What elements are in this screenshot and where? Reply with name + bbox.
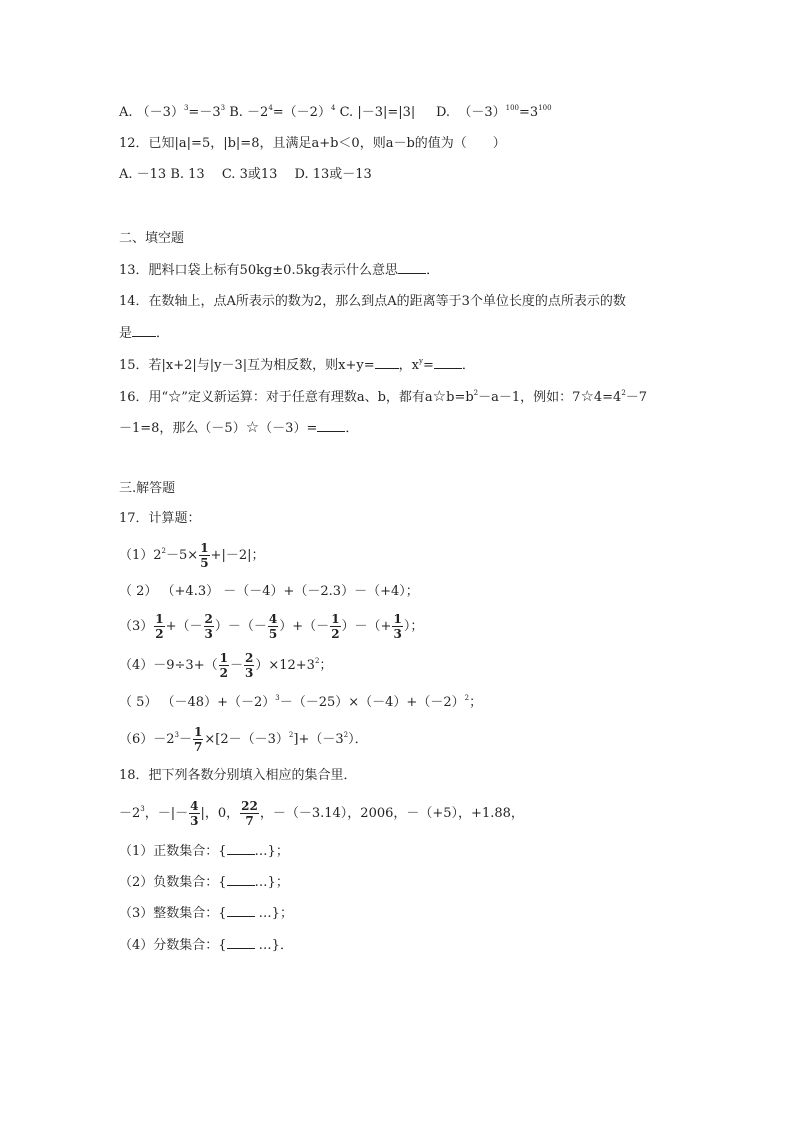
q16-answer-blank[interactable] — [317, 418, 345, 432]
fraction: $\frac{1}{2}$ — [331, 612, 340, 641]
q11-option-b: B. $-2^4=(-2)^4$ — [229, 104, 336, 120]
negative-set-blank[interactable] — [227, 872, 255, 886]
q11-option-c: C. |－3|=|3| — [339, 105, 416, 120]
q17-title: 17．计算题： — [119, 511, 201, 526]
fraction: $\frac{1}{7}$ — [194, 725, 203, 754]
q17-expression-1: $(1)2^2-5\times$ $\frac{1}{5}$ +|－2|； — [119, 541, 265, 570]
q14-answer-blank[interactable] — [132, 323, 156, 337]
star-icon: ☆ — [432, 387, 447, 405]
q14-line2: 是 ． — [119, 323, 169, 344]
q16-line2: －1=8，那么（－5）☆（－3）= ． — [119, 418, 359, 436]
q11-options — [119, 103, 552, 123]
fraction: $\frac{1}{2}$ — [155, 612, 164, 641]
star-icon: ☆ — [245, 418, 260, 436]
fraction: $\frac{4}{5}$ — [268, 612, 278, 641]
positive-set-blank[interactable] — [227, 841, 255, 855]
q17-expression-5: （ 5） $(-48)+(-2)^3-(-25)\times(-4)+(-2)^2$； — [119, 694, 483, 710]
fraction: $\frac{4}{3}$ — [190, 799, 199, 828]
q17-expression-2: （ 2） （+4.3） －（－4）+（－2.3）－（+4）； — [119, 584, 419, 599]
fraction: $\frac{1}{5}$ — [200, 541, 209, 570]
q18-numbers: $-2^3$，－|－ $\frac{4}{3}$ |，0， $\frac{22}{7}$ ，－（－3.14），2006，－（+5），+1.88， — [119, 799, 524, 828]
q17-expression-6: $(6)-2^3-$ $\frac{1}{7}$ $\times[2-(-3)^2]+(-3^2)$． — [119, 725, 368, 754]
section-solve-title: 三.解答题 — [119, 481, 176, 496]
q13-answer-blank[interactable] — [398, 260, 426, 274]
q13: 13．肥料口袋上标有50kg±0.5kg表示什么意思 ． — [119, 260, 439, 281]
q12-options: A. －13 B. 13 C. 3或13 D. 13或－13 — [119, 167, 372, 182]
q18-positive-set: （1）正数集合：{ …}； — [119, 841, 289, 862]
q14-line1: 14．在数轴上，点A所表示的数为2，那么到点A的距离等于3个单位长度的点所表示的数 — [119, 294, 626, 309]
q18-title: 18．把下列各数分别填入相应的集合里． — [119, 768, 357, 783]
q18-negative-set: （2）负数集合：{ …}； — [119, 872, 289, 893]
q15-power-blank[interactable] — [434, 355, 462, 369]
q17-expression-4: （4）－9÷3+（ $\frac{1}{2}$ － $\frac{2}{3}$ ）$\times 12+3^2$； — [119, 651, 333, 680]
q18-integer-set: （3）整数集合：{ …}； — [119, 903, 293, 924]
integer-set-blank[interactable] — [227, 903, 255, 917]
star-icon: ☆ — [580, 387, 594, 405]
q12-stem: 12．已知|a|=5，|b|=8，且满足a+b＜0，则a－b的值为（ ） — [119, 136, 506, 151]
q18-fraction-set: （4）分数集合：{ …}． — [119, 935, 293, 956]
fraction: $\frac{22}{7}$ — [241, 799, 258, 828]
section-fill-in-title: 二、填空题 — [119, 231, 185, 246]
fraction: $\frac{2}{3}$ — [204, 612, 213, 641]
fraction: $\frac{2}{3}$ — [244, 651, 254, 680]
fraction: $\frac{1}{2}$ — [219, 651, 228, 680]
q15-sum-blank[interactable] — [375, 355, 399, 369]
q11-option-d: D. $(-3)^{100}=3^{100}$ — [435, 104, 552, 120]
fraction: $\frac{1}{3}$ — [393, 612, 402, 641]
fraction-set-blank[interactable] — [227, 935, 255, 949]
q16-line1: 16．用“☆”定义新运算：对于任意有理数a、b，都有$a☆b=b^2-a-1$，例如：$7☆4=4^2-7$ — [119, 387, 648, 405]
q15: 15．若|x+2|与|y－3|互为相反数，则x+y= ，$x^y=$ ． — [119, 357, 475, 373]
q11-option-a: A. $(-3)^3=-3^3$ — [119, 104, 226, 120]
q17-expression-3: （3） $\frac{1}{2}$ +（－ $\frac{2}{3}$ ）－（－ $\frac{4}{5}$ ）+（－ $\frac{1}{2}$ ）－（+ $\frac{1}{3}$ ）； — [119, 612, 424, 641]
